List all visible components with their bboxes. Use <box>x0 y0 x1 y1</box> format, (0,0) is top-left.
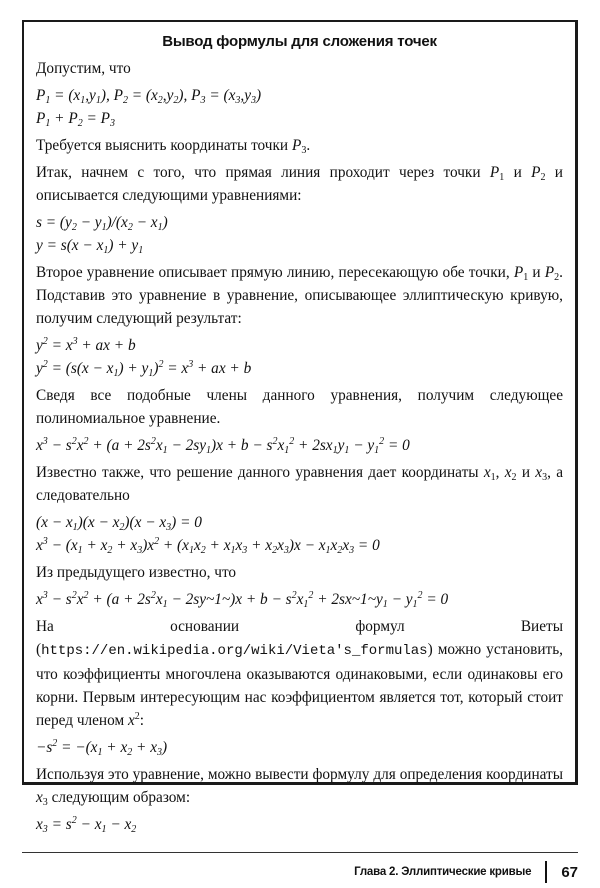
paragraph-roots: Известно также, что решение данного уравнения дает координаты $x_1$, $x_2$ и $x_3$, а следовательно <box>36 464 563 504</box>
paragraph-line-intro: Итак, начнем с того, что прямая линия проходит через точки $P_1$ и $P_2$ и описывается следующими уравнениями: <box>36 164 563 204</box>
page-number: 67 <box>561 863 578 881</box>
equation-previous: $x^3 - s^2x^2 + (a + 2s^2x_1$ − 2sy~1~)x + $b - s^2x_1^2$ + $2sx\sim 1\sim y_1 - y_1^2 = 0$ <box>36 590 449 610</box>
paragraph-requirement: Требуется выяснить координаты точки $P_3$. <box>36 137 311 156</box>
equation-x3: $x_3 = s^2 - x_1 - x_2$ <box>36 815 137 835</box>
footer-separator <box>545 861 547 883</box>
equation-factored: $(x - x_1)(x - x_2)(x - x_3) = 0$ <box>36 514 202 533</box>
equation-curve: $y^2 = x^3$ + ax + b <box>36 336 136 354</box>
equation-expanded: $x^3 - (x_1 + x_2 + x_3)x^2 + (x_1x_2 + x_1x_3 + x_2x_3)x - x_1x_2x_3 = 0$ <box>36 536 380 556</box>
equation-substituted: $y^2 = (s(x - x_1) + y_1)^2 = x^3$ + ax + b <box>36 359 252 379</box>
equation-sum: $P_1 + P_2 = P_3$ <box>36 110 116 129</box>
equation-coefficient: $-s^2 = -(x_1 + x_2 + x_3)$ <box>36 738 168 758</box>
paragraph-polynomial: Сведя все подобные члены данного уравнения, получим следующее полиномиальное уравнение. <box>36 387 563 427</box>
equation-slope: $s = (y_2 - y_1)/(x_2 - x_1)$ <box>36 214 168 233</box>
paragraph-vieta: На основании формул Виеты (https://en.wikipedia.org/wiki/Vieta's_formulas) можно установить, что коэффициенты многочлена оказываются одинаковыми, если одинаковы его корни. Первым интересующим нас коэффициентом является тот, который стоит перед членом $x^2$: <box>36 618 563 729</box>
footer-rule <box>22 852 578 853</box>
equation-polynomial: $x^3 - s^2x^2 + (a + 2s^2x_1 - 2sy_1)x + b - s^2x_1^2 + 2sx_1y_1 - y_1^2 = 0$ <box>36 436 410 456</box>
paragraph-previous: Из предыдущего известно, что <box>36 564 237 581</box>
page-footer <box>354 860 578 884</box>
equation-points: $P_1 = (x_1,y_1)$, $P_2 = (x_2,y_2)$, $P_3 = (x_3,y_3)$ <box>36 87 262 106</box>
chapter-title: Глава 2. Эллиптические кривые <box>354 866 532 878</box>
paragraph-result: Используя это уравнение, можно вывести формулу для определения координаты $x_3$ следующим образом: <box>36 766 563 808</box>
paragraph-assume: Допустим, что <box>36 60 131 77</box>
vieta-link[interactable]: https://en.wikipedia.org/wiki/Vieta's_formulas <box>41 643 428 659</box>
derivation-sidebar-box <box>22 20 578 835</box>
paragraph-substitution: Второе уравнение описывает прямую линию, пересекающую обе точки, $P_1$ и $P_2$. Подставив это уравнение в уравнение, описывающее эллиптическую кривую, получим следующий результат: <box>36 264 563 327</box>
box-title: Вывод формулы для сложения точек <box>162 33 437 50</box>
equation-line: $y = s(x - x_1) + y_1$ <box>36 237 144 256</box>
